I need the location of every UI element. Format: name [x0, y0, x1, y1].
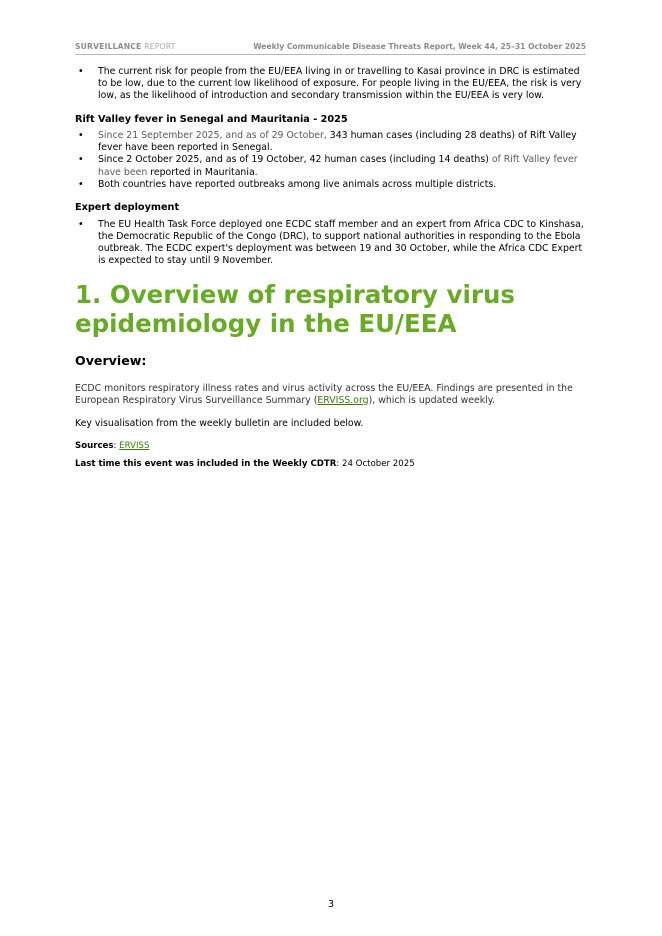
overview-heading: Overview: — [75, 353, 147, 369]
last-included-line — [75, 459, 586, 470]
sources-line — [75, 441, 586, 452]
expert-bullet-list — [75, 219, 586, 267]
rvf-bullet2-c: reported in Mauritania. — [147, 166, 258, 178]
brand-bold: SURVEILLANCE — [75, 42, 142, 51]
running-title: Weekly Communicable Disease Threats Report, Week 44, 25–31 October 2025 — [253, 42, 586, 51]
overview-intro-a: ECDC monitors respiratory illness rates and virus activity across the EU/EEA. Findings are presented in the European Respiratory Virus Surveillance Summary ( — [75, 383, 573, 406]
last-included-date: 24 October 2025 — [342, 458, 415, 469]
rvf-bullet-list — [75, 130, 586, 190]
erviss-org-link[interactable]: ERVISS.org — [317, 394, 369, 406]
list-item — [75, 154, 586, 178]
rvf-heading: Rift Valley fever in Senegal and Mauritania - 2025 — [75, 114, 348, 126]
rvf-bullet2-b: of Rift Valley fever have been — [98, 154, 578, 178]
section-title-line1: 1. Overview of respiratory virus — [75, 280, 515, 310]
rvf-bullet1-a: Since 21 September 2025, and as of 29 October, — [98, 130, 327, 142]
section-title — [75, 281, 586, 338]
rvf-bullet2-a: Since 2 October 2025, and as of 19 October, 42 human cases (including 14 deaths) — [98, 154, 489, 166]
expert-heading: Expert deployment — [75, 201, 180, 213]
list-item: • The current risk for people from the EU/EEA living in or travelling to Kasai province in DRC is estimated to be low, due to the current low likelihood of exposure. For people living in the EU/EEA, the risk is very low, as the likelihood of introduction and secondary transmission within the EU/EEA is very low. — [75, 66, 586, 102]
page-number: 3 — [327, 899, 335, 910]
page-header — [75, 42, 586, 55]
page-content — [75, 66, 586, 470]
key-visualisation-text: Key visualisation from the weekly bulletin are included below. — [75, 417, 364, 429]
erviss-link[interactable]: ERVISS — [119, 441, 150, 452]
last-included-sep: : — [336, 458, 343, 469]
list-item: • Both countries have reported outbreaks among live animals across multiple districts. — [75, 179, 586, 191]
overview-intro — [75, 383, 586, 406]
intro-bullet-list — [75, 66, 586, 102]
sources-sep: : — [113, 441, 120, 452]
rvf-bullet1-b: 343 human cases (including 28 deaths) of Rift Valley fever have been reported in Senegal. — [98, 130, 577, 154]
sources-label: Sources — [75, 441, 114, 452]
brand-light: REPORT — [144, 42, 176, 51]
list-item — [75, 130, 586, 154]
report-brand — [75, 42, 176, 51]
overview-intro-b: ), which is updated weekly. — [368, 394, 495, 406]
last-included-label: Last time this event was included in the Weekly CDTR — [75, 458, 337, 469]
section-title-line2: epidemiology in the EU/EEA — [75, 308, 457, 338]
list-item: • The EU Health Task Force deployed one ECDC staff member and an expert from Africa CDC to Kinshasa, the Democratic Republic of the Congo (DRC), to support national authorities in responding to the Ebola outbreak. The ECDC expert's deployment was between 19 and 30 October, while the Africa CDC Expert is expected to stay until 9 November. — [75, 219, 586, 267]
